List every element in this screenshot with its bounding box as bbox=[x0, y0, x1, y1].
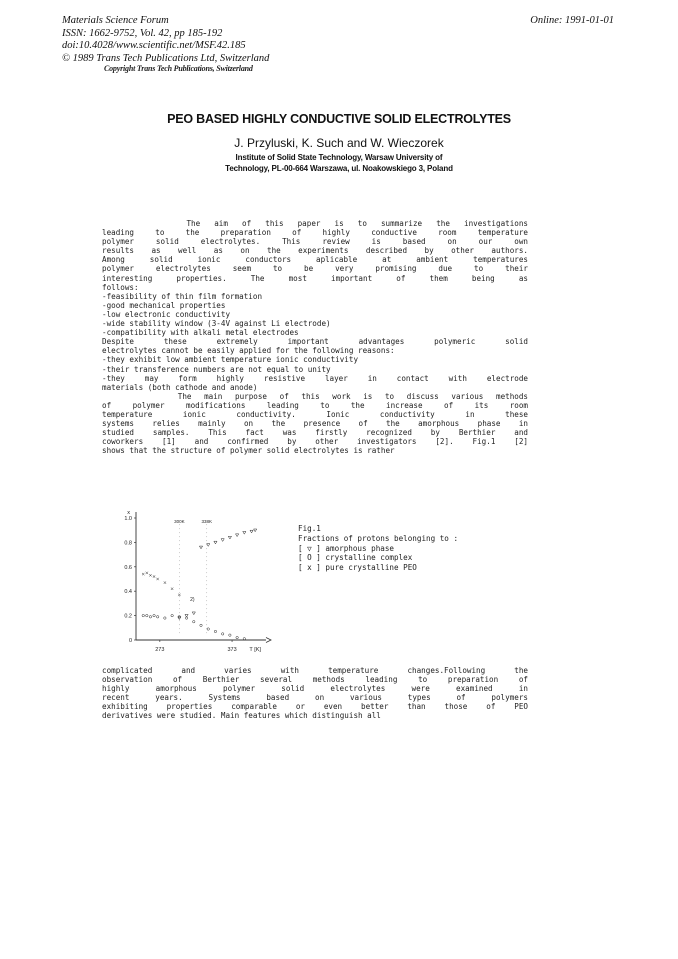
pure-peo-point bbox=[149, 574, 151, 576]
crystalline-complex-point bbox=[156, 616, 158, 618]
affiliation-line: Technology, PL-00-664 Warszawa, ul. Noakowskiego 3, Poland bbox=[225, 164, 453, 173]
amorphous-point bbox=[243, 531, 246, 534]
crystalline-complex-point bbox=[149, 616, 151, 618]
amorphous-point bbox=[192, 612, 195, 615]
crystalline-complex-point bbox=[236, 636, 238, 638]
author-affiliation bbox=[0, 152, 678, 174]
body-line: systems relies mainly on the presence of the amorphous phase in bbox=[102, 419, 528, 429]
body-line: follows: bbox=[102, 282, 139, 292]
figure-caption-line: [ x ] pure crystalline PEO bbox=[298, 563, 417, 573]
pure-peo-point bbox=[146, 572, 148, 574]
figure-caption-line: [ O ] crystalline complex bbox=[298, 553, 413, 563]
body-line: of polymer modifications leading to the increase of its room bbox=[102, 400, 528, 410]
body-line: -their transference numbers are not equal to unity bbox=[102, 364, 331, 374]
body-line: The main purpose of this work is to discuss various methods bbox=[102, 391, 528, 401]
crystalline-complex-point bbox=[200, 624, 202, 626]
pure-peo-point bbox=[171, 588, 173, 590]
crystalline-complex-point bbox=[153, 614, 155, 616]
x-axis-arrow bbox=[266, 638, 271, 643]
figure-caption-line: Fractions of protons belonging to : bbox=[298, 533, 459, 543]
pure-peo-point bbox=[178, 594, 180, 596]
crystalline-complex-point bbox=[207, 628, 209, 630]
x-tick-label: 273 bbox=[155, 647, 165, 653]
chart-annotation: 338K bbox=[201, 518, 213, 524]
header-line: ISSN: 1662-9752, Vol. 42, pp 185-192 bbox=[62, 27, 223, 39]
pure-peo-point bbox=[142, 573, 144, 575]
header-line: doi:10.4028/www.scientific.net/MSF.42.185 bbox=[62, 40, 246, 51]
journal-header bbox=[62, 15, 269, 65]
body-line: shows that the structure of polymer solid electrolytes is rather bbox=[102, 446, 395, 456]
body-line: -low electronic conductivity bbox=[102, 309, 231, 319]
amorphous-point bbox=[214, 541, 217, 544]
copyright-stamp: Copyright Trans Tech Publications, Switzerland bbox=[104, 64, 253, 73]
body-line: materials (both cathode and anode) bbox=[102, 382, 258, 392]
body-line: polymer electrolytes seem to be very promising due to their bbox=[102, 264, 528, 274]
body-line: highly amorphous polymer solid electrolytes were examined in bbox=[102, 684, 528, 694]
crystalline-complex-point bbox=[142, 614, 144, 616]
body-line: temperature ionic conductivity. Ionic conductivity in these bbox=[102, 409, 528, 419]
chart-annotation: 2) bbox=[190, 596, 195, 603]
body-line: leading to the preparation of highly conductive room temperature bbox=[102, 228, 528, 238]
amorphous-point bbox=[254, 529, 257, 532]
paper-authors: J. Przyluski, K. Such and W. Wieczorek bbox=[234, 136, 444, 150]
body-line: recent years. Systems based on various types of polymers bbox=[102, 693, 528, 703]
amorphous-point bbox=[250, 530, 253, 533]
body-line: electrolytes cannot be easily applied for the following reasons: bbox=[102, 346, 395, 356]
amorphous-point bbox=[236, 534, 239, 537]
body-line: results as well as on the experiments described by other authors. bbox=[102, 246, 528, 256]
crystalline-complex-point bbox=[171, 614, 173, 616]
body-line: interesting properties. The most important of them being as bbox=[102, 273, 528, 283]
body-paragraph-2 bbox=[102, 666, 528, 721]
crystalline-complex-point bbox=[229, 634, 231, 636]
y-tick-label: 0.2 bbox=[124, 613, 132, 620]
header-line: Materials Science Forum bbox=[62, 15, 169, 26]
body-line: coworkers [1] and confirmed by other investigators [2]. Fig.1 [2] bbox=[102, 437, 528, 447]
amorphous-point bbox=[228, 536, 231, 539]
body-line: -wide stability window (3-4V against Li electrode) bbox=[102, 319, 331, 329]
amorphous-point bbox=[207, 544, 210, 547]
body-line: -they may form highly resistive layer in contact with electrode bbox=[102, 373, 528, 383]
crystalline-complex-point bbox=[146, 614, 148, 616]
body-line: polymer solid electrolytes. This review is based on our own bbox=[102, 237, 528, 247]
figure-caption-line: Fig.1 bbox=[298, 524, 321, 533]
crystalline-complex-point bbox=[221, 633, 223, 635]
x-axis-label: T [K] bbox=[249, 647, 261, 653]
body-line: derivatives were studied. Main features which distinguish all bbox=[102, 711, 381, 721]
figure-caption bbox=[298, 524, 458, 573]
y-tick-label: 0 bbox=[128, 638, 132, 644]
body-line: -feasibility of thin film formation bbox=[102, 291, 263, 301]
x-tick-label: 373 bbox=[227, 647, 237, 653]
y-tick-label: 0.4 bbox=[124, 589, 132, 596]
pure-peo-point bbox=[153, 575, 155, 577]
body-line: The aim of this paper is to summarize the investigations bbox=[102, 219, 528, 228]
crystalline-complex-point bbox=[193, 621, 195, 623]
y-tick-label: 0.8 bbox=[124, 540, 132, 547]
pure-peo-point bbox=[156, 578, 158, 580]
y-tick-label: 0.6 bbox=[124, 564, 132, 571]
body-line: exhibiting properties comparable or even better than those of PEO bbox=[102, 702, 528, 712]
y-axis-label: x bbox=[127, 510, 130, 516]
crystalline-complex-point bbox=[164, 617, 166, 619]
body-paragraph-1 bbox=[102, 219, 528, 455]
affiliation-line: Institute of Solid State Technology, Warsaw University of bbox=[235, 153, 443, 162]
body-line: -good mechanical properties bbox=[102, 300, 226, 310]
paper-title: PEO BASED HIGHLY CONDUCTIVE SOLID ELECTROLYTES bbox=[167, 112, 511, 126]
body-line: studied samples. This fact was firstly recognized by Berthier and bbox=[102, 428, 528, 438]
chart-annotation: 300K bbox=[174, 518, 185, 524]
body-line: -compatibility with alkali metal electrodes bbox=[102, 328, 299, 338]
online-date: Online: 1991-01-01 bbox=[530, 15, 614, 26]
y-tick-label: 1.0 bbox=[124, 516, 132, 522]
header-line: © 1989 Trans Tech Publications Ltd, Switzerland bbox=[62, 52, 270, 64]
body-line: -they exhibit low ambient temperature ionic conductivity bbox=[102, 355, 359, 365]
crystalline-complex-point bbox=[214, 630, 216, 632]
body-line: complicated and varies with temperature changes.Following the bbox=[102, 666, 528, 675]
figure-caption-line: [ ▽ ] amorphous phase bbox=[298, 543, 395, 553]
body-line: Despite these extremely important advantages polymeric solid bbox=[102, 337, 528, 347]
pure-peo-point bbox=[164, 581, 166, 583]
figure-1-chart bbox=[108, 506, 278, 656]
amorphous-point bbox=[199, 546, 202, 549]
amorphous-point bbox=[221, 539, 224, 542]
body-line: Among solid ionic conductors aplicable at ambient temperatures bbox=[102, 255, 528, 265]
body-line: observation of Berthier several methods leading to preparation of bbox=[102, 675, 528, 685]
